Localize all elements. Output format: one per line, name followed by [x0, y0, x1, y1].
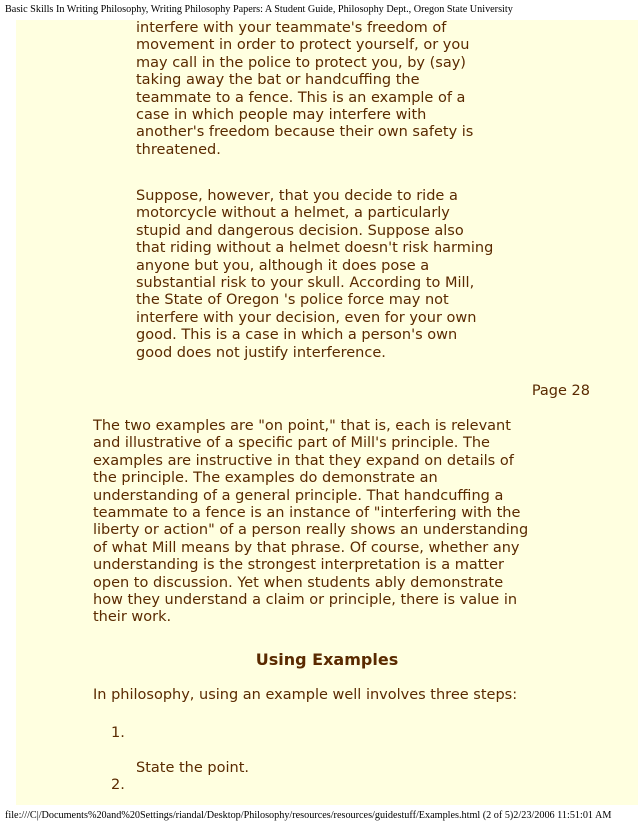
list-item	[111, 725, 571, 777]
document-footer: file:///C|/Documents%20and%20Settings/riandal/Desktop/Philosophy/resources/resources/guidestuff/Examples.html (2 of 5)2/23/2006 11:51:01 AM	[5, 810, 612, 821]
body-paragraph: The two examples are "on point," that is, each is relevant and illustrative of a specific part of Mill's principle. The examples are instructive in that they expand on details of the principle. The examples do demonstrate an understanding of a general principle. That handcuffing a teammate to a fence is an instance of "interfering with the liberty or action" of a person really shows an understanding of what Mill means by that phrase. Of course, whether any understanding is the strongest interpretation is a matter open to discussion. Yet when students ably demonstrate how they understand a claim or principle, there is value in their work.	[93, 418, 529, 626]
list-item-number: 1.	[111, 725, 125, 741]
page-content	[16, 20, 638, 805]
list-item	[111, 777, 571, 805]
quote-paragraph-1: interfere with your teammate's freedom of movement in order to protect yourself, or you may call in the police to protect you, by (say) taking away the bat or handcuffing the teammate to a fence. This is an example of a case in which people may interfere with another's freedom because their own safety is threatened.	[136, 20, 474, 158]
page-number: Page 28	[531, 383, 590, 399]
section-heading: Using Examples	[255, 650, 399, 669]
document-header: Basic Skills In Writing Philosophy, Writing Philosophy Papers: A Student Guide, Philosophy Dept., Oregon State University	[5, 4, 513, 15]
section-intro: In philosophy, using an example well involves three steps:	[93, 687, 518, 703]
steps-list	[111, 725, 571, 805]
list-item-text: State the point.	[136, 759, 249, 776]
quote-paragraph-2: Suppose, however, that you decide to ride a motorcycle without a helmet, a particularly stupid and dangerous decision. Suppose also that riding without a helmet doesn't risk harming anyone but you, although it does pose a substantial risk to your skull. According to Mill, the State of Oregon 's police force may not interfere with your decision, even for your own good. This is a case in which a person's own good does not justify interference.	[136, 188, 494, 361]
list-item-number: 2.	[111, 777, 125, 794]
